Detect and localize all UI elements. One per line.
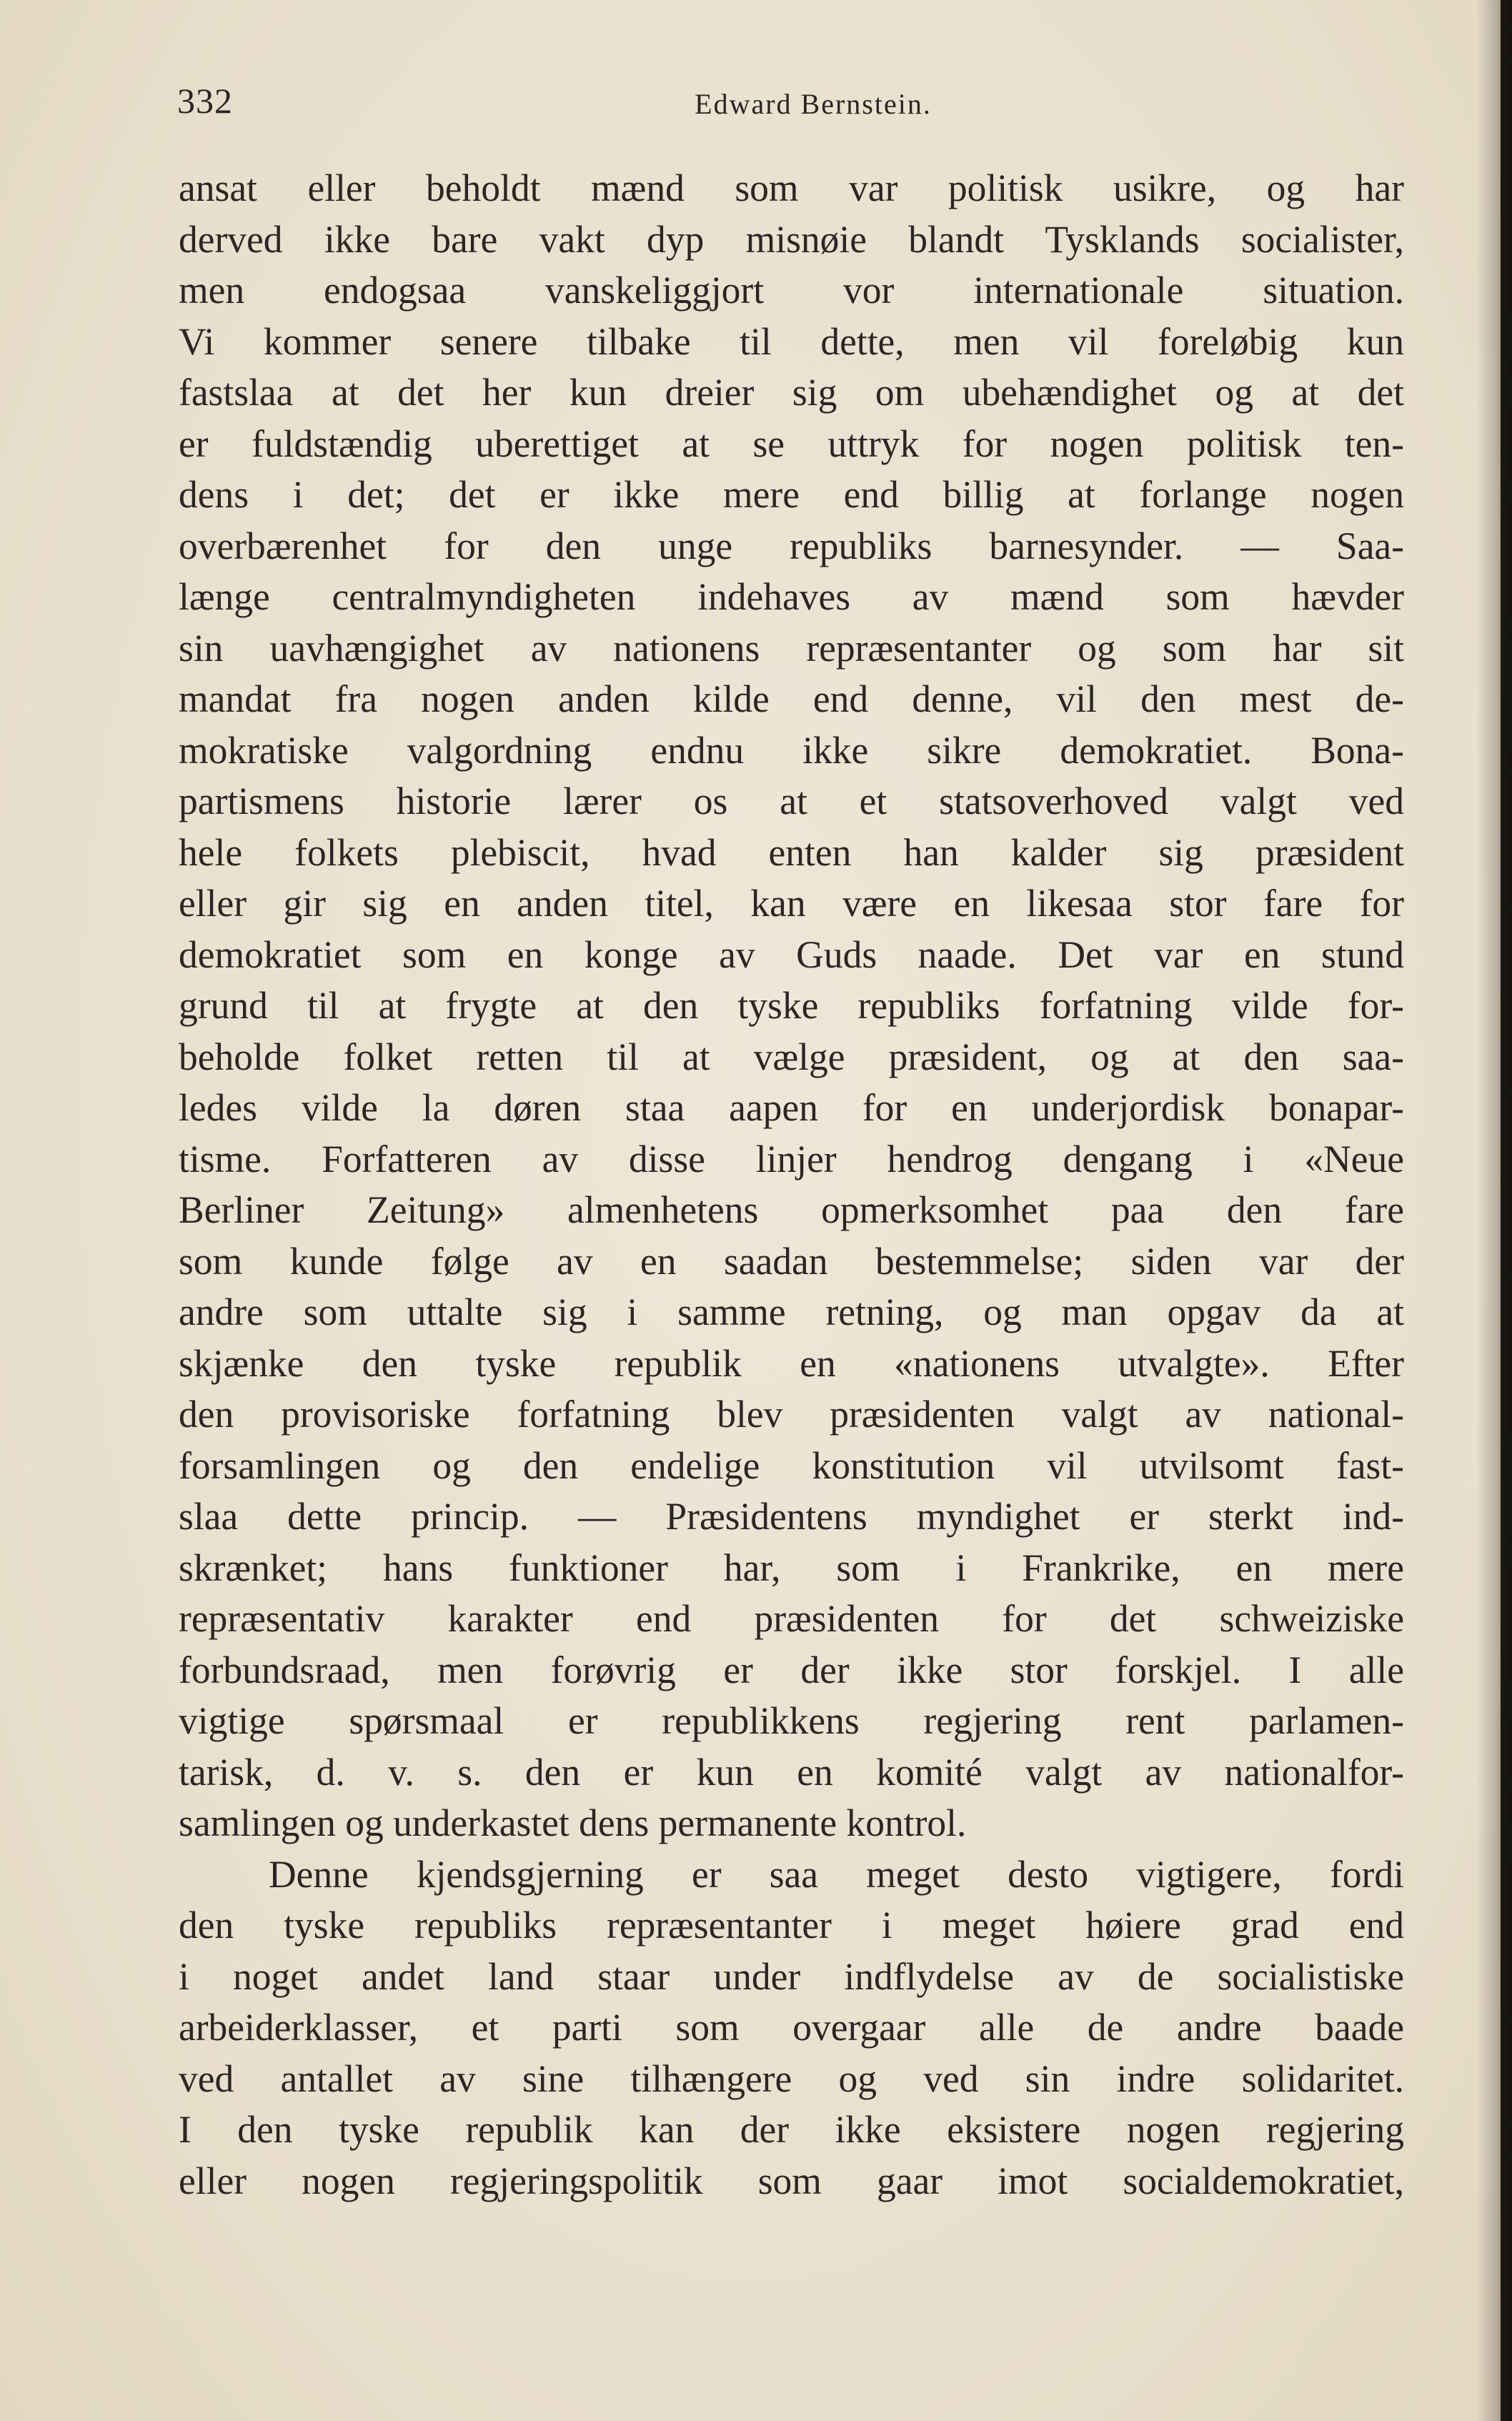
text-line: Berliner Zeitung» almenhetens opmerksomhet paa den fare [179, 1188, 1404, 1231]
text-line: tisme. Forfatteren av disse linjer hendrog dengang i «Neue [179, 1137, 1404, 1180]
text-line: eller gir sig en anden titel, kan være en likesaa stor fare for [179, 882, 1404, 925]
text-line: ledes vilde la døren staa aapen for en underjordisk bonapar- [179, 1086, 1404, 1129]
running-head [177, 80, 1406, 137]
text-line: slaa dette princip. — Præsidentens myndighet er sterkt ind- [179, 1495, 1404, 1538]
text-line: andre som uttalte sig i samme retning, og man opgav da at [179, 1291, 1404, 1333]
text-line: skjænke den tyske republik en «nationens utvalgte». Efter [179, 1341, 1404, 1385]
text-line: derved ikke bare vakt dyp misnøie blandt Tysklands socialister, [179, 217, 1404, 261]
text-line: repræsentativ karakter end præsidenten for det schweiziske [179, 1597, 1404, 1640]
text-line: den tyske republiks repræsentanter i meget høiere grad end [179, 1904, 1404, 1947]
text-line: i noget andet land staar under indflydelse av de socialistiske [179, 1954, 1404, 1998]
text-line: som kunde følge av en saadan bestemmelse; siden var der [179, 1239, 1404, 1283]
text-line: Vi kommer senere tilbake til dette, men vil foreløbig kun [179, 319, 1404, 363]
text-line: ved antallet av sine tilhængere og ved sin indre solidaritet. [179, 2057, 1404, 2100]
text-line: ansat eller beholdt mænd som var politisk usikre, og har [179, 166, 1404, 209]
text-line: grund til at frygte at den tyske republiks forfatning vilde for- [179, 984, 1404, 1027]
text-line: længe centralmyndigheten indehaves av mænd som hævder [179, 575, 1404, 618]
text-line: beholde folket retten til at vælge præsident, og at den saa- [179, 1035, 1404, 1078]
text-line: dens i det; det er ikke mere end billig at forlange nogen [179, 473, 1404, 516]
body-text [179, 163, 1404, 2207]
running-head-author: Edward Bernstein. [695, 88, 932, 120]
text-line: men endogsaa vanskeliggjort vor internationale situation. [179, 269, 1404, 312]
paragraph-end-line: samlingen og underkastet dens permanente kontrol. [179, 1801, 967, 1844]
text-line: sin uavhængighet av nationens repræsentanter og som har sit [179, 626, 1404, 670]
text-line: forbundsraad, men forøvrig er der ikke stor forskjel. I alle [179, 1648, 1404, 1691]
text-line: arbeiderklasser, et parti som overgaar alle de andre baade [179, 2006, 1404, 2049]
text-line: mandat fra nogen anden kilde end denne, vil den mest de- [179, 677, 1404, 720]
text-line: den provisoriske forfatning blev præsidenten valgt av national- [179, 1393, 1404, 1436]
text-line: forsamlingen og den endelige konstitution vil utvilsomt fast- [179, 1443, 1404, 1487]
text-line: I den tyske republik kan der ikke eksistere nogen regjering [179, 2108, 1404, 2151]
text-line: eller nogen regjeringspolitik som gaar imot socialdemokratiet, [179, 2159, 1404, 2202]
text-line: hele folkets plebiscit, hvad enten han kalder sig præsident [179, 830, 1404, 874]
text-line: overbærenhet for den unge republiks barnesynder. — Saa- [179, 524, 1404, 567]
binding-shadow [1476, 0, 1512, 2421]
text-line: er fuldstændig uberettiget at se uttryk for nogen politisk ten- [179, 422, 1404, 465]
text-line: tarisk, d. v. s. den er kun en komité valgt av nationalfor- [179, 1750, 1404, 1794]
page-number: 332 [177, 81, 233, 121]
text-line: fastslaa at det her kun dreier sig om ubehændighet og at det [179, 371, 1404, 414]
text-line: skrænket; hans funktioner har, som i Frankrike, en mere [179, 1546, 1404, 1589]
text-line: partismens historie lærer os at et statsoverhoved valgt ved [179, 780, 1404, 822]
text-line: demokratiet som en konge av Guds naade. Det var en stund [179, 933, 1404, 976]
paragraph-start-line: Denne kjendsgjerning er saa meget desto vigtigere, fordi [269, 1852, 1404, 1896]
text-line: mokratiske valgordning endnu ikke sikre demokratiet. Bona- [179, 728, 1404, 772]
text-line: vigtige spørsmaal er republikkens regjering rent parlamen- [179, 1699, 1404, 1742]
